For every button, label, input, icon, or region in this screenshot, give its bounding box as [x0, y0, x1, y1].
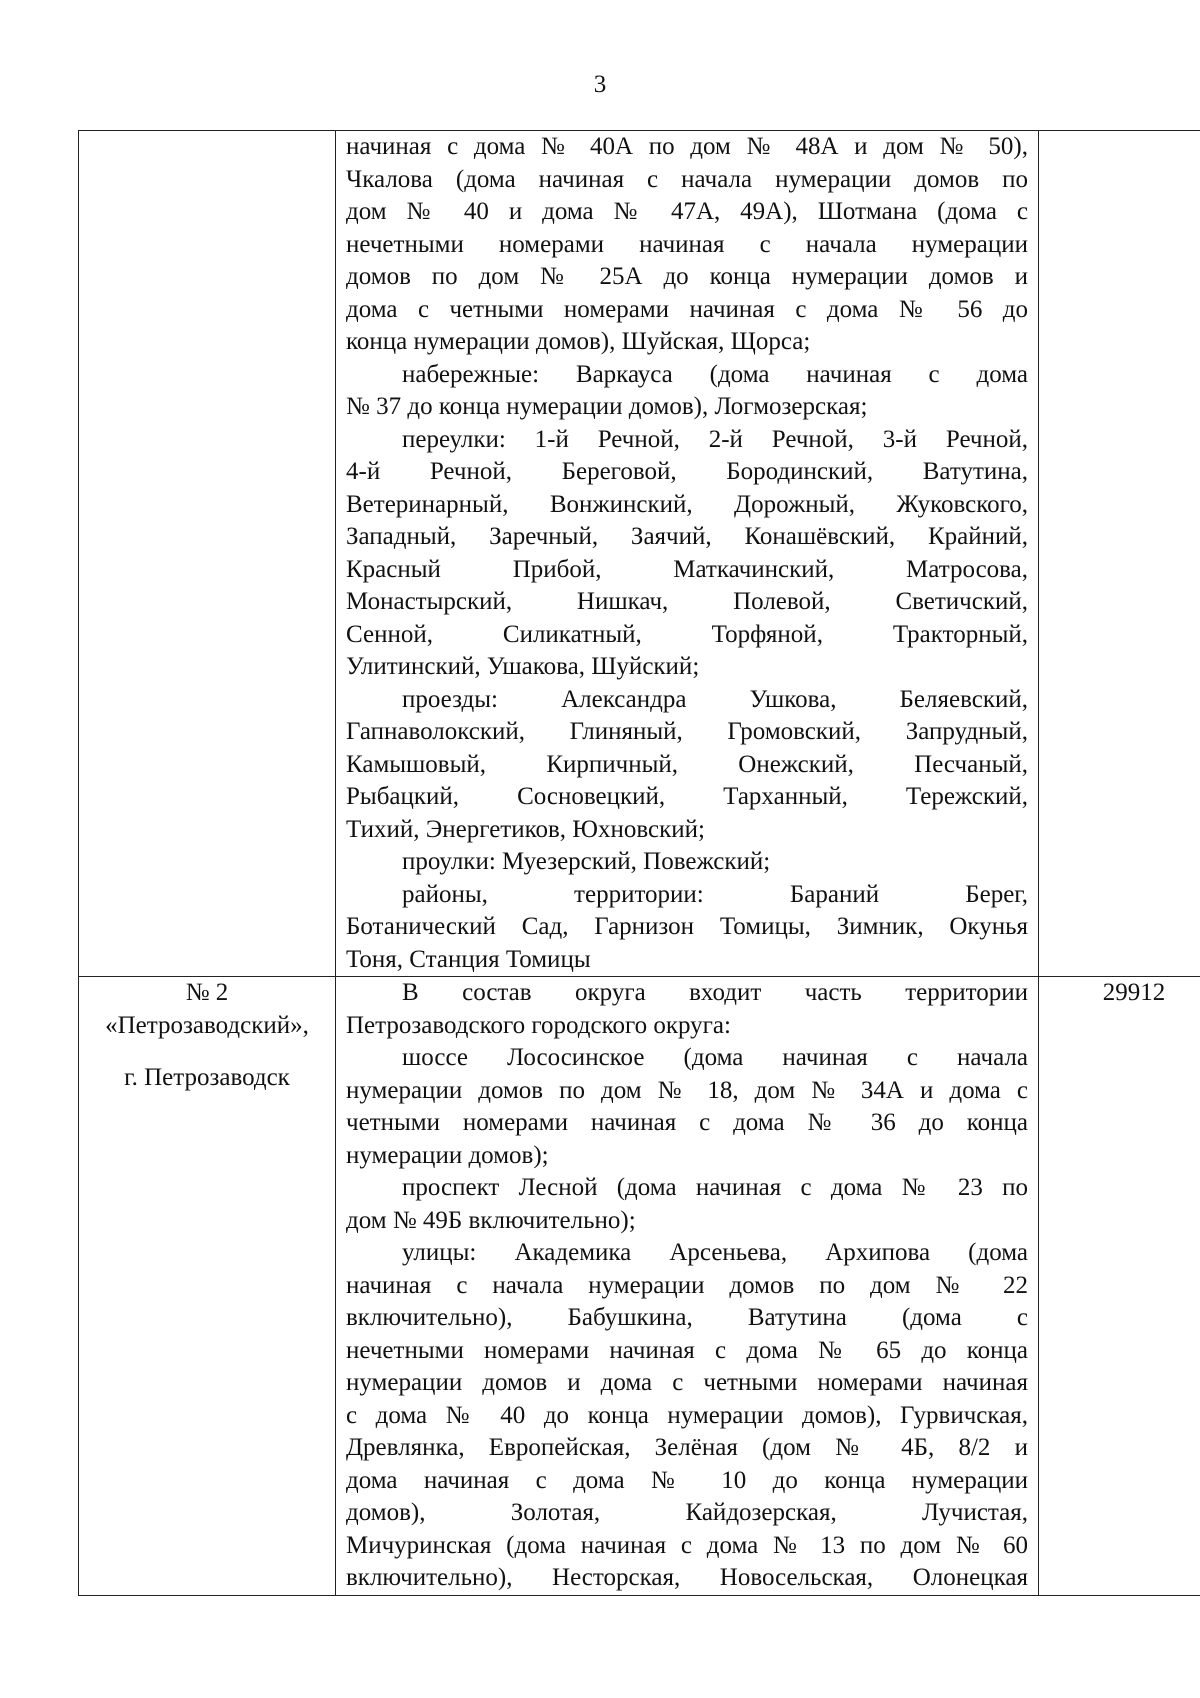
district-description	[346, 977, 1028, 1595]
description-line: проспект Лесной (дома начиная с дома № 23 по	[402, 1174, 1028, 1201]
description-line: Древлянка, Европейская, Зелёная (дом № 4Б, 8/2 и	[346, 1434, 1028, 1461]
description-line: Ветеринарный, Вонжинский, Дорожный, Жуковского,	[346, 490, 1028, 518]
district-number: № 2	[185, 979, 229, 1006]
description-line: Чкалова (дома начиная с начала нумерации домов по	[346, 165, 1028, 193]
district-city: г. Петрозаводск	[124, 1064, 290, 1091]
description-line: проезды: Александра Ушкова, Беляевский,	[402, 685, 1028, 713]
description-line: шоссе Лососинское (дома начиная с начала	[402, 1044, 1028, 1071]
description-line: В состав округа входит часть территории	[402, 979, 1028, 1006]
description-line: нумерации домов и дома с четными номерами начиная	[346, 1369, 1028, 1396]
description-line: начиная с начала нумерации домов по дом № 22	[346, 1271, 1028, 1299]
district-table	[78, 130, 1200, 1596]
voters-count-cell	[1039, 131, 1200, 977]
district-description-cell	[336, 131, 1039, 977]
description-line: домов), Золотая, Кайдозерская, Лучистая,	[346, 1499, 1028, 1526]
description-line: Западный, Заречный, Заячий, Конашёвский, Крайний,	[346, 523, 1028, 550]
description-line: Тихий, Энергетиков, Юхновский;	[346, 815, 705, 843]
page-number: 3	[593, 71, 607, 98]
description-line: включительно), Несторская, Новосельская, Олонецкая	[346, 1564, 1028, 1591]
description-line: Рыбацкий, Сосновецкий, Тарханный, Тережский,	[346, 783, 1028, 810]
district-description	[346, 131, 1028, 976]
description-line: районы, территории: Бараний Берег,	[402, 880, 1028, 908]
description-line: дом № 40 и дома № 47А, 49А), Шотмана (дома с	[346, 198, 1028, 225]
description-line: № 37 до конца нумерации домов), Логмозерская;	[346, 393, 868, 420]
description-line: домов по дом № 25А до конца нумерации домов и	[346, 263, 1028, 290]
description-line: Сенной, Силикатный, Торфяной, Тракторный,	[346, 620, 1028, 648]
description-line: Монастырский, Нишкач, Полевой, Светичский,	[346, 588, 1028, 615]
voters-count-cell	[1039, 977, 1200, 1596]
description-line: дом № 49Б включительно);	[346, 1206, 636, 1234]
district-description-cell	[336, 977, 1039, 1596]
description-line: нечетными номерами начиная с дома № 65 до конца	[346, 1336, 1028, 1364]
description-line: начиная с дома № 40А по дом № 48А и дом № 50),	[346, 133, 1028, 160]
description-line: конца нумерации домов), Шуйская, Щорса;	[346, 328, 811, 355]
description-line: Улитинский, Ушакова, Шуйский;	[346, 653, 700, 680]
table-row	[79, 977, 1200, 1596]
district-name-cell	[79, 131, 336, 977]
district-name: «Петрозаводский»,	[105, 1011, 309, 1039]
description-line: 4-й Речной, Береговой, Бородинский, Ватутина,	[346, 458, 1028, 485]
description-line: Камышовый, Кирпичный, Онежский, Песчаный,	[346, 750, 1028, 778]
description-line: переулки: 1-й Речной, 2-й Речной, 3-й Речной,	[402, 425, 1028, 453]
description-line: Мичуринская (дома начиная с дома № 13 по дом № 60	[346, 1531, 1028, 1559]
description-line: Красный Прибой, Маткачинский, Матросова,	[346, 555, 1028, 583]
voters-count: 29912	[1102, 979, 1166, 1006]
description-line: нумерации домов по дом № 18, дом № 34А и дома с	[346, 1076, 1028, 1104]
description-line: включительно), Бабушкина, Ватутина (дома с	[346, 1304, 1028, 1331]
description-line: Ботанический Сад, Гарнизон Томицы, Зимник, Окунья	[346, 913, 1028, 940]
description-line: нумерации домов);	[346, 1141, 549, 1169]
description-line: Тоня, Станция Томицы	[346, 945, 591, 973]
description-line: набережные: Варкауса (дома начиная с дома	[402, 360, 1028, 388]
description-line: с дома № 40 до конца нумерации домов), Гурвичская,	[346, 1401, 1028, 1429]
description-line: проулки: Муезерский, Повежский;	[402, 848, 771, 875]
description-line: дома начиная с дома № 10 до конца нумерации	[346, 1466, 1028, 1494]
description-line: Петрозаводского городского округа:	[346, 1011, 731, 1039]
district-name-cell	[79, 977, 336, 1596]
description-line: дома с четными номерами начиная с дома № 56 до	[346, 295, 1028, 323]
description-line: нечетными номерами начиная с начала нумерации	[346, 230, 1028, 258]
description-line: Гапнаволокский, Глиняный, Громовский, Запрудный,	[346, 718, 1028, 745]
table-row	[79, 131, 1200, 977]
description-line: улицы: Академика Арсеньева, Архипова (дома	[402, 1239, 1028, 1266]
description-line: четными номерами начиная с дома № 36 до конца	[346, 1109, 1028, 1136]
